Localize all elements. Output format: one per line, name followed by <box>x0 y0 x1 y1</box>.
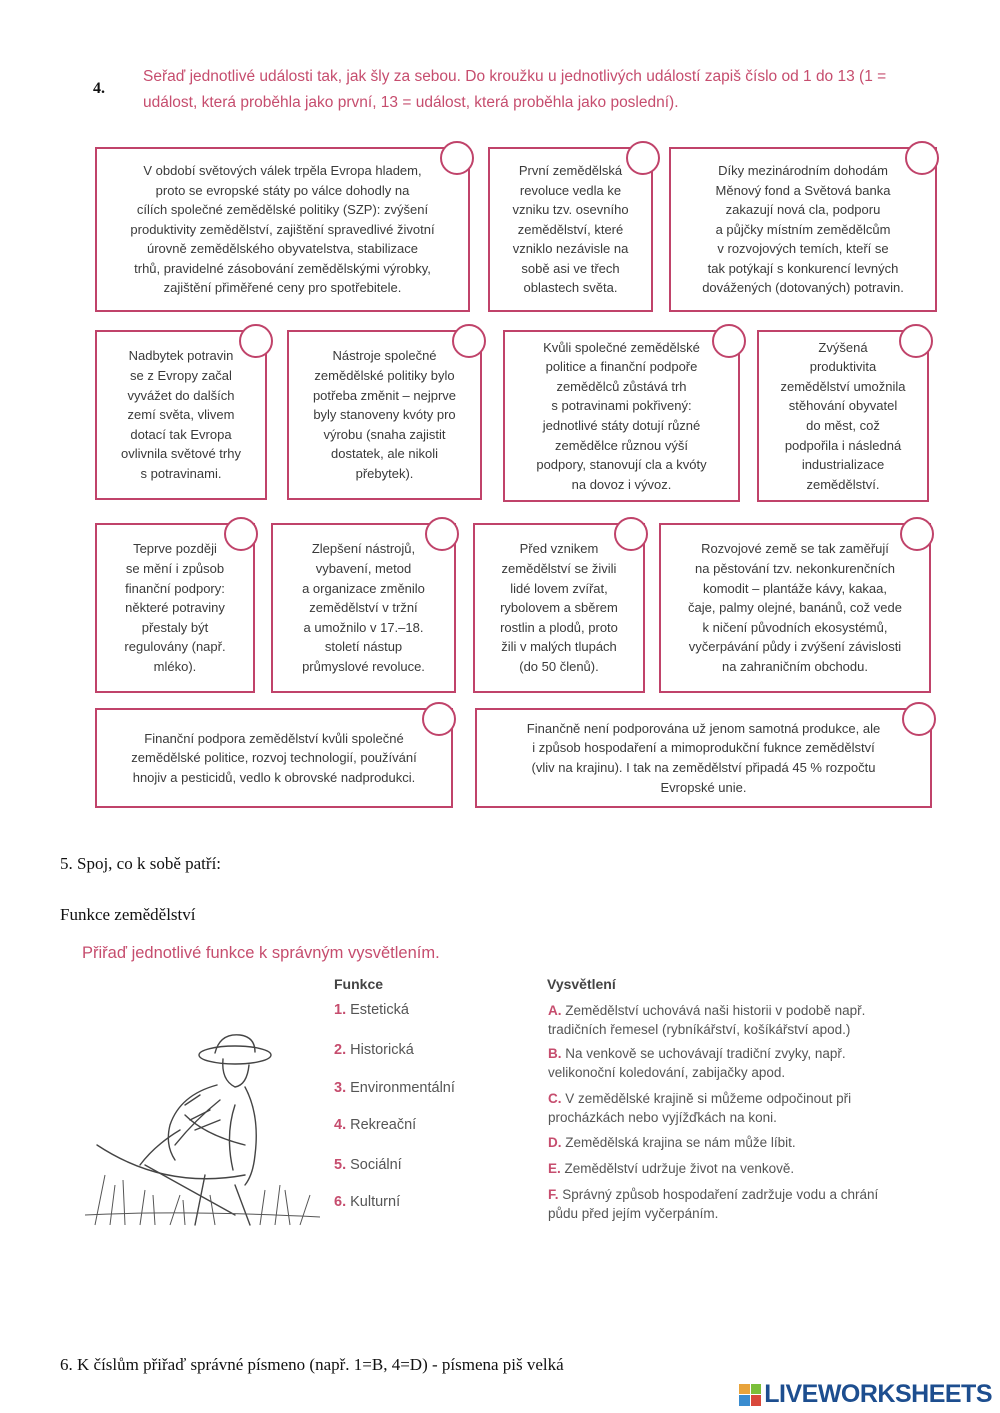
event-card: V období světových válek trpěla Evropa hladem, proto se evropské státy po válce dohodly na cílích společné zemědělské politiky (SZP): zvýšení produktivity zemědělství, zajištění spravedlivé životní úrovně zemědělského obyvatelstva, stabilizace trhů, pravidelné zásobování zemědělskými výrobky, zajištění přiměřené ceny pro spotřebitele. <box>95 147 470 312</box>
function-item: 3. Environmentální <box>334 1080 455 1096</box>
order-answer-circle[interactable] <box>614 517 648 551</box>
event-card: První zemědělská revoluce vedla ke vzniku tzv. osevního zemědělství, které vzniklo nezávisle na sobě asi ve třech oblastech světa. <box>488 147 653 312</box>
order-answer-circle[interactable] <box>899 324 933 358</box>
task-5-subheading: Funkce zemědělství <box>60 905 196 924</box>
task-4-number: 4. <box>93 80 105 97</box>
order-answer-circle[interactable] <box>440 141 474 175</box>
order-answer-circle[interactable] <box>425 517 459 551</box>
event-card: Díky mezinárodním dohodám Měnový fond a Světová banka zakazují nová cla, podporu a půjčky místním zemědělcům v rozvojových temích, kteří se tak potýkají s konkurencí levných dovážených (dotovaných) potravin. <box>669 147 937 312</box>
order-answer-circle[interactable] <box>712 324 746 358</box>
order-answer-circle[interactable] <box>452 324 486 358</box>
explanation-item: E. Zemědělství udržuje život na venkově. <box>548 1161 795 1176</box>
function-item: 6. Kulturní <box>334 1194 401 1210</box>
liveworksheets-logo <box>739 1380 992 1409</box>
event-card: Zlepšení nástrojů, vybavení, metod a organizace změnilo zemědělství v tržní a umožnilo v 17.–18. století nástup průmyslové revoluce. <box>271 523 456 693</box>
order-answer-circle[interactable] <box>239 324 273 358</box>
order-answer-circle[interactable] <box>905 141 939 175</box>
explanation-item: C. V zemědělské krajině si můžeme odpočinout při procházkách nebo vyjížďkách na koni. <box>548 1091 852 1125</box>
explanation-item: A. Zemědělství uchovává naši historii v podobě např. tradičních řemesel (rybníkářství, košíkářství apod.) <box>548 1003 866 1037</box>
event-card: Rozvojové země se tak zaměřují na pěstování tzv. nekonkurenčních komodit – plantáže kávy, kakaa, čaje, palmy olejné, banánů, což vede k ničení původních ekosystémů, vyčerpávání půdy i zvýšení závislosti na zahraničním obchodu. <box>659 523 931 693</box>
task-5-instruction: Přiřaď jednotlivé funkce k správným vysvětlením. <box>82 944 440 962</box>
event-card: Nadbytek potravin se z Evropy začal vyvážet do dalších zemí světa, vlivem dotací tak Evropa ovlivnila světové trhy s potravinami. <box>95 330 267 500</box>
function-item: 2. Historická <box>334 1042 414 1058</box>
task-5-heading: 5. Spoj, co k sobě patří: <box>60 854 222 873</box>
event-card: Zvýšená produktivita zemědělství umožnila stěhování obyvatel do měst, což podpořila i následná industrializace zemědělství. <box>757 330 929 502</box>
order-answer-circle[interactable] <box>902 702 936 736</box>
event-card: Finančně není podporována už jenom samotná produkce, ale i způsob hospodaření a mimoprodukční fuknce zemědělství (vliv na krajinu). I tak na zemědělství připadá 45 % rozpočtu Evropské unie. <box>475 708 932 808</box>
order-answer-circle[interactable] <box>422 702 456 736</box>
functions-header: Funkce <box>334 976 384 992</box>
explanations-header: Vysvětlení <box>547 976 616 992</box>
explanation-item: D. Zemědělská krajina se nám může líbit. <box>548 1135 796 1150</box>
event-card: Teprve později se mění i způsob finanční podpory: některé potraviny přestaly být regulovány (např. mléko). <box>95 523 255 693</box>
function-item: 4. Rekreační <box>334 1117 417 1133</box>
explanation-item: F. Správný způsob hospodaření zadržuje vodu a chrání půdu před jejím vyčerpáním. <box>548 1187 879 1221</box>
order-answer-circle[interactable] <box>224 517 258 551</box>
event-card: Nástroje společné zemědělské politiky bylo potřeba změnit – nejprve byly stanoveny kvóty pro výrobu (snaha zajistit dostatek, ale nikoli přebytek). <box>287 330 482 500</box>
event-card: Finanční podpora zemědělství kvůli společné zemědělské politice, rozvoj technologií, používání hnojiv a pesticidů, vedlo k obrovské nadprodukci. <box>95 708 453 808</box>
farmer-illustration <box>85 1025 320 1230</box>
event-card: Před vznikem zemědělství se živili lidé lovem zvířat, rybolovem a sběrem rostlin a plodů, proto žili v malých tlupách (do 50 členů). <box>473 523 645 693</box>
order-answer-circle[interactable] <box>900 517 934 551</box>
function-item: 1. Estetická <box>334 1002 409 1018</box>
task-4-instruction: Seřaď jednotlivé události tak, jak šly za sebou. Do kroužku u jednotlivých událostí zapiš číslo od 1 do 13 (1 = událost, která proběhla jako první, 13 = událost, která proběhla jako poslední). <box>143 68 887 111</box>
function-item: 5. Sociální <box>334 1157 402 1173</box>
logo-text: LIVEWORKSHEETS <box>764 1380 992 1408</box>
task-6-heading: 6. K číslům přiřaď správné písmeno (např. 1=B, 4=D) - písmena piš velká <box>60 1355 564 1374</box>
explanation-item: B. Na venkově se uchovávají tradiční zvyky, např. velikonoční koledování, zabijačky apod. <box>548 1046 846 1080</box>
liveworksheets-logo-icon <box>739 1384 761 1406</box>
order-answer-circle[interactable] <box>626 141 660 175</box>
event-card: Kvůli společné zemědělské politice a finanční podpoře zemědělců zůstává trh s potravinami pokřivený: jednotlivé státy dotují různé zemědělce různou výší podpory, stanovují cla a kvóty na dovoz i vývoz. <box>503 330 740 502</box>
